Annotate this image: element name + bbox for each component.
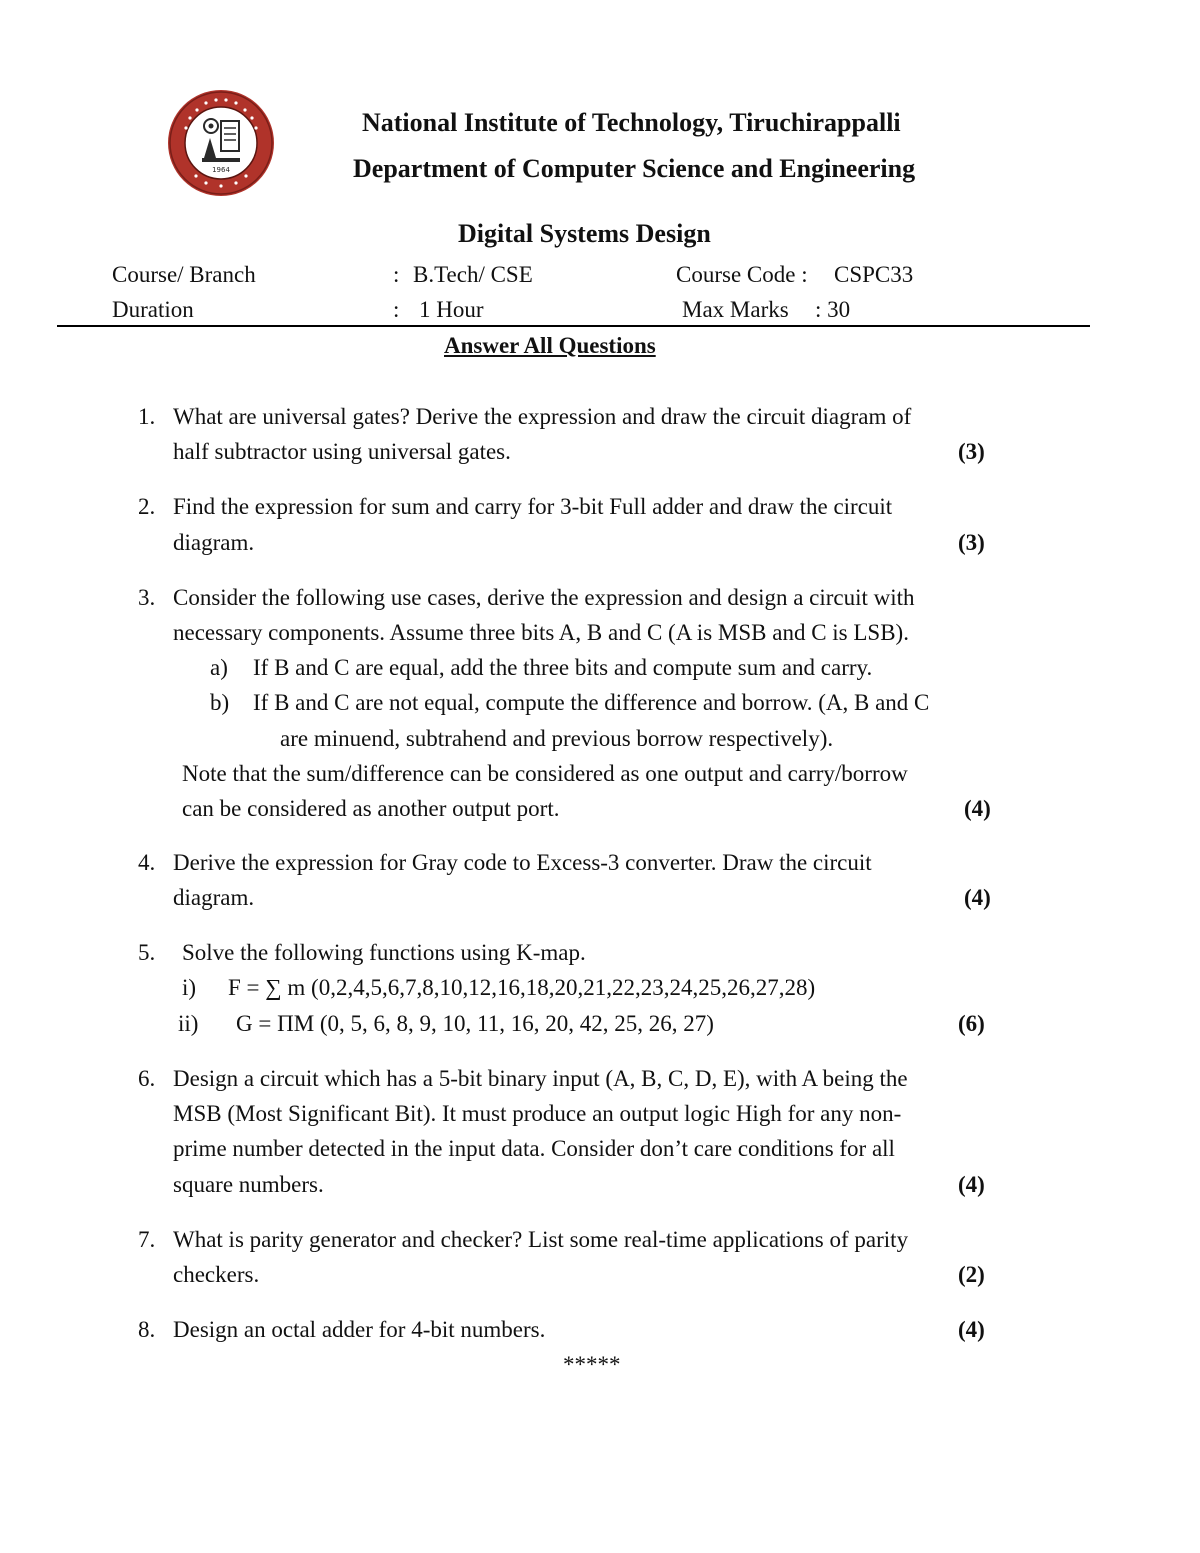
question-number: 8. — [138, 1317, 156, 1342]
question-marks: (3) — [958, 439, 985, 464]
max-marks-value: : 30 — [815, 297, 851, 322]
institute-logo — [166, 88, 276, 198]
question-text: diagram. — [173, 885, 255, 910]
end-marker: ***** — [563, 1352, 621, 1377]
question-note: can be considered as another output port. — [182, 796, 560, 821]
question-text: Derive the expression for Gray code to Excess-3 converter. Draw the circuit — [173, 850, 872, 875]
question-number: 5. — [138, 940, 156, 965]
question-marks: (4) — [964, 796, 991, 821]
question-text: prime number detected in the input data. Consider don’t care conditions for all — [173, 1136, 895, 1161]
question-marks: (2) — [958, 1262, 985, 1287]
subpart-label: b) — [210, 690, 230, 715]
subpart-label: ii) — [178, 1011, 199, 1036]
subject-title: Digital Systems Design — [458, 219, 711, 248]
question-text: Design an octal adder for 4-bit numbers. — [173, 1317, 546, 1342]
question-text: diagram. — [173, 530, 255, 555]
question-text: Consider the following use cases, derive the expression and design a circuit with — [173, 585, 915, 610]
question-note: Note that the sum/difference can be considered as one output and carry/borrow — [182, 761, 908, 786]
question-number: 6. — [138, 1066, 156, 1091]
nit-emblem-icon — [166, 88, 276, 198]
question-number: 2. — [138, 494, 156, 519]
question-text: necessary components. Assume three bits A, B and C (A is MSB and C is LSB). — [173, 620, 909, 645]
course-code-label: Course Code : — [676, 262, 808, 287]
question-number: 4. — [138, 850, 156, 875]
duration-sep: : — [393, 297, 400, 322]
question-number: 7. — [138, 1227, 156, 1252]
question-marks: (4) — [958, 1172, 985, 1197]
subpart-label: i) — [182, 975, 197, 1000]
subpart-text: G = ΠM (0, 5, 6, 8, 9, 10, 11, 16, 20, 42, 25, 26, 27) — [236, 1011, 714, 1036]
question-text: square numbers. — [173, 1172, 324, 1197]
question-text: Find the expression for sum and carry for 3-bit Full adder and draw the circuit — [173, 494, 893, 519]
question-number: 1. — [138, 404, 156, 429]
instructions: Answer All Questions — [444, 333, 656, 358]
subpart-text: F = ∑ m (0,2,4,5,6,7,8,10,12,16,18,20,21,22,23,24,25,26,27,28) — [228, 975, 816, 1000]
logo-year: 1964 — [212, 166, 230, 174]
question-marks: (4) — [964, 885, 991, 910]
subpart-label: a) — [210, 655, 228, 680]
duration-value: 1 Hour — [419, 297, 484, 322]
question-marks: (4) — [958, 1317, 985, 1342]
question-text: Solve the following functions using K-map. — [182, 940, 586, 965]
question-text: What are universal gates? Derive the expression and draw the circuit diagram of — [173, 404, 912, 429]
course-branch-label: Course/ Branch — [112, 262, 256, 287]
question-text: checkers. — [173, 1262, 260, 1287]
course-code-value: CSPC33 — [834, 262, 914, 287]
question-marks: (3) — [958, 530, 985, 555]
course-branch-value: B.Tech/ CSE — [413, 262, 533, 287]
subpart-text-continued: are minuend, subtrahend and previous borrow respectively). — [280, 726, 834, 751]
department-name: Department of Computer Science and Engineering — [353, 154, 916, 183]
question-text: MSB (Most Significant Bit). It must produce an output logic High for any non- — [173, 1101, 902, 1126]
header-divider — [57, 325, 1090, 327]
course-branch-sep: : — [393, 262, 400, 287]
question-text: What is parity generator and checker? List some real-time applications of parity — [173, 1227, 909, 1252]
max-marks-label: Max Marks — [682, 297, 789, 322]
question-marks: (6) — [958, 1011, 985, 1036]
subpart-text: If B and C are not equal, compute the difference and borrow. (A, B and C — [253, 690, 930, 715]
subpart-text: If B and C are equal, add the three bits and compute sum and carry. — [253, 655, 873, 680]
duration-label: Duration — [112, 297, 194, 322]
question-number: 3. — [138, 585, 156, 610]
question-text: Design a circuit which has a 5-bit binary input (A, B, C, D, E), with A being the — [173, 1066, 908, 1091]
question-text: half subtractor using universal gates. — [173, 439, 511, 464]
institute-name: National Institute of Technology, Tiruchirappalli — [362, 108, 901, 137]
